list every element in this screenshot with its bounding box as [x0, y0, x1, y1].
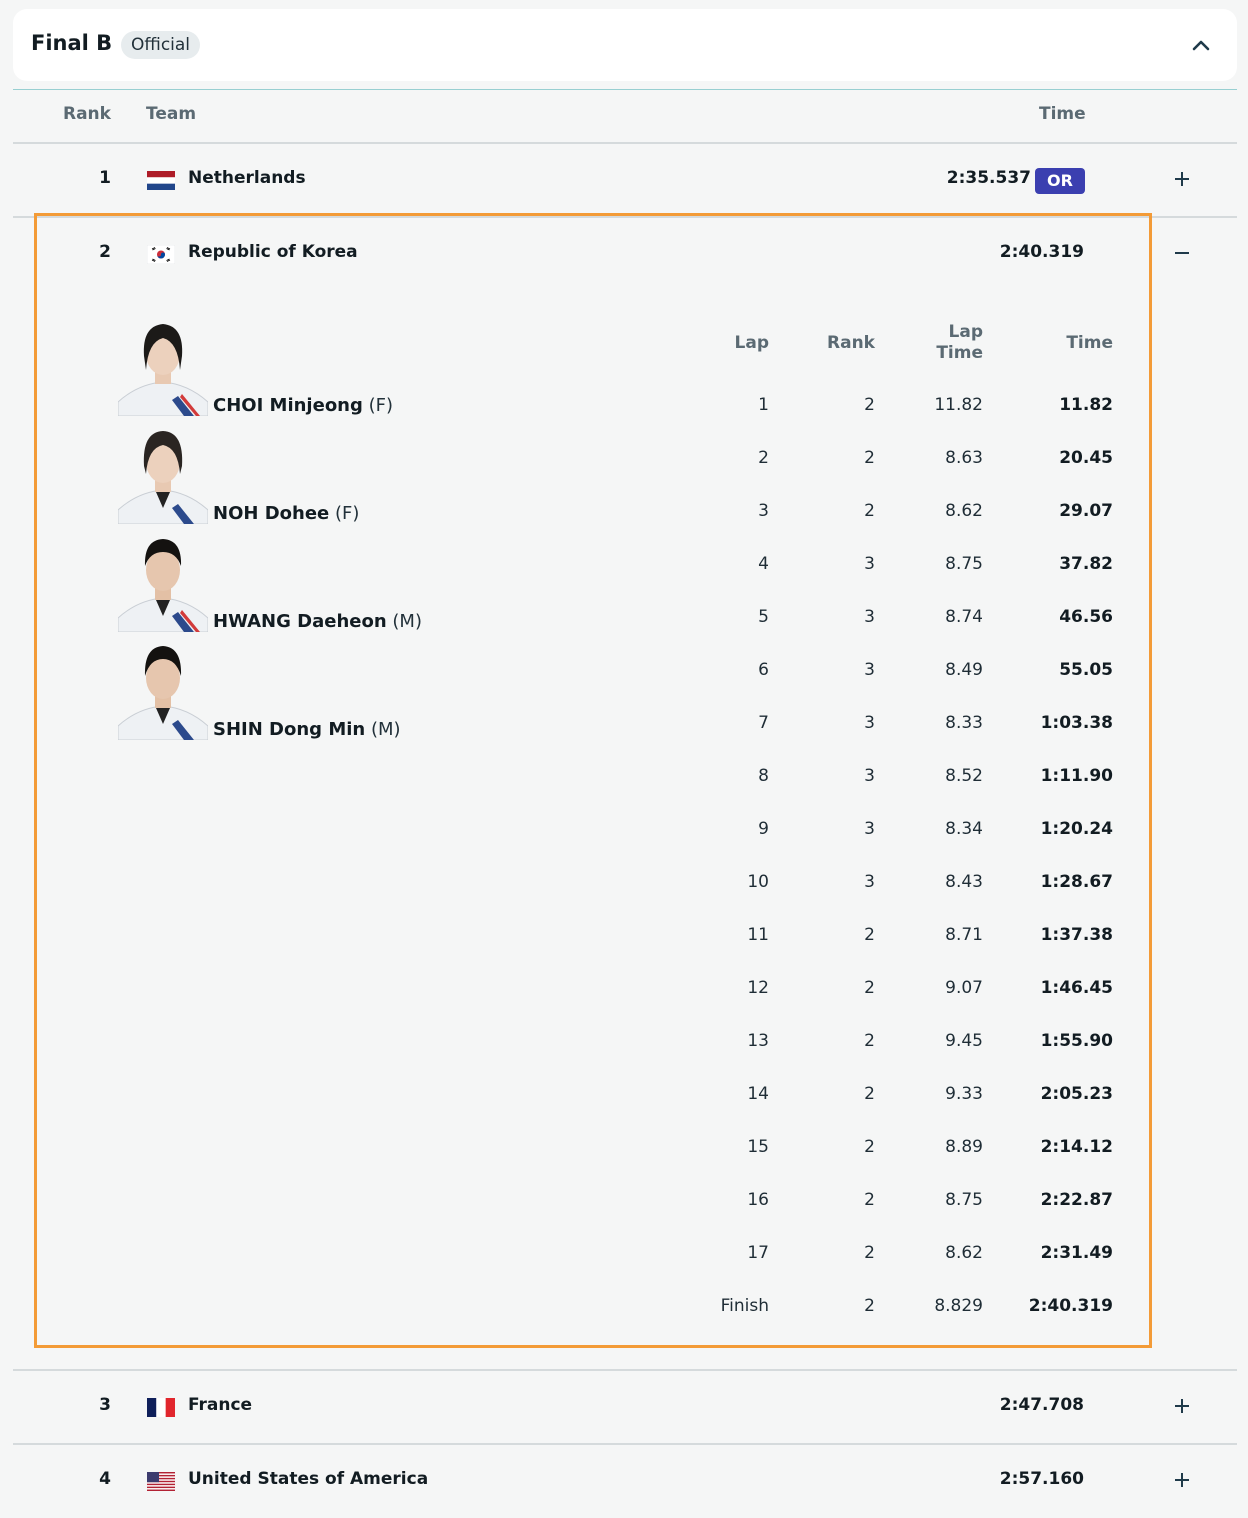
cumulative-time: 2:40.319	[1028, 1296, 1113, 1316]
lap-row	[0, 766, 1248, 796]
team-time: 2:40.319	[999, 242, 1084, 262]
lap-row	[0, 1137, 1248, 1167]
lap-number: 17	[747, 1243, 769, 1263]
lap-row	[0, 1190, 1248, 1220]
france-flag	[147, 1398, 175, 1417]
column-header-team: Team	[146, 104, 197, 124]
lap-time: 8.62	[945, 1243, 983, 1263]
lap-time: 8.43	[945, 872, 983, 892]
athlete-name: CHOI Minjeong	[213, 395, 363, 416]
team-name: Netherlands	[188, 168, 306, 188]
olympic-record-badge: OR	[1035, 168, 1085, 194]
lap-time: 9.45	[945, 1031, 983, 1051]
lap-rank: 2	[864, 395, 875, 415]
cumulative-time: 29.07	[1059, 501, 1113, 521]
lap-rank: 2	[864, 501, 875, 521]
cumulative-time: 37.82	[1059, 554, 1113, 574]
lap-time-column-header	[903, 322, 983, 364]
lap-time: 8.75	[945, 554, 983, 574]
lap-rank: 2	[864, 1084, 875, 1104]
team-rank: 4	[99, 1469, 111, 1489]
team-name: Republic of Korea	[188, 242, 358, 262]
lap-row	[0, 395, 1248, 425]
lap-rank: 3	[864, 766, 875, 786]
team-name: France	[188, 1395, 253, 1415]
lap-number: 11	[747, 925, 769, 945]
lap-number: 4	[758, 554, 769, 574]
team-row-france[interactable]	[13, 1371, 1237, 1443]
lap-rank: 2	[864, 1031, 875, 1051]
team-time: 2:57.160	[999, 1469, 1084, 1489]
athlete-name: NOH Dohee	[213, 503, 330, 524]
lap-number: 3	[758, 501, 769, 521]
column-header-time: Time	[1039, 104, 1086, 124]
lap-row	[0, 872, 1248, 902]
team-time: 2:35.537	[946, 168, 1031, 188]
lap-time-header-line: Lap	[948, 322, 983, 342]
athlete-gender: (M)	[370, 719, 401, 740]
divider	[13, 89, 1237, 90]
plus-icon[interactable]	[1171, 1395, 1193, 1417]
athlete-name: SHIN Dong Min	[213, 719, 366, 740]
lap-number: 13	[747, 1031, 769, 1051]
cumulative-time: 2:05.23	[1040, 1084, 1113, 1104]
lap-number: 10	[747, 872, 769, 892]
lap-time: 11.82	[934, 395, 983, 415]
lap-row	[0, 554, 1248, 584]
lap-row	[0, 713, 1248, 743]
lap-number: 12	[747, 978, 769, 998]
team-rank: 2	[99, 242, 111, 262]
athlete-gender: (F)	[368, 395, 394, 416]
lap-number: 14	[747, 1084, 769, 1104]
lap-row	[0, 1243, 1248, 1273]
lap-row	[0, 819, 1248, 849]
athlete-gender: (M)	[392, 611, 422, 632]
lap-time: 9.07	[945, 978, 983, 998]
team-name: United States of America	[188, 1469, 429, 1489]
lap-time: 8.33	[945, 713, 983, 733]
lap-row	[0, 501, 1248, 531]
lap-column-header: Lap	[734, 333, 769, 353]
lap-time: 8.52	[945, 766, 983, 786]
netherlands-flag	[147, 171, 175, 190]
lap-time: 8.62	[945, 501, 983, 521]
final-b-header[interactable]	[13, 9, 1237, 81]
lap-rank: 3	[864, 819, 875, 839]
team-row-korea[interactable]	[13, 218, 1237, 290]
team-row-netherlands[interactable]	[13, 144, 1237, 216]
lap-number: 1	[758, 395, 769, 415]
usa-flag	[147, 1472, 175, 1491]
lap-time: 8.74	[945, 607, 983, 627]
lap-number: 2	[758, 448, 769, 468]
team-rank: 3	[99, 1395, 111, 1415]
cumulative-time: 2:31.49	[1040, 1243, 1113, 1263]
lap-row	[0, 448, 1248, 478]
cumulative-time: 2:22.87	[1040, 1190, 1113, 1210]
cumulative-time: 1:20.24	[1040, 819, 1113, 839]
lap-rank: 2	[864, 1190, 875, 1210]
cumulative-time: 46.56	[1059, 607, 1113, 627]
lap-number: Finish	[720, 1296, 769, 1316]
cumulative-time-column-header: Time	[1066, 333, 1113, 353]
lap-time: 8.71	[945, 925, 983, 945]
lap-time-header-line: Time	[936, 343, 983, 363]
lap-time: 8.829	[934, 1296, 983, 1316]
lap-time: 8.89	[945, 1137, 983, 1157]
lap-rank-column-header: Rank	[827, 333, 875, 353]
section-title: Final B	[31, 31, 113, 55]
lap-number: 16	[747, 1190, 769, 1210]
lap-rank: 2	[864, 1243, 875, 1263]
status-badge: Official	[121, 31, 200, 59]
lap-row	[0, 660, 1248, 690]
lap-time: 9.33	[945, 1084, 983, 1104]
lap-rank: 3	[864, 607, 875, 627]
lap-rank: 3	[864, 872, 875, 892]
lap-row	[0, 1296, 1248, 1326]
team-rank: 1	[99, 168, 111, 188]
cumulative-time: 1:46.45	[1040, 978, 1113, 998]
lap-number: 7	[758, 713, 769, 733]
lap-rank: 3	[864, 713, 875, 733]
lap-time: 8.63	[945, 448, 983, 468]
team-time: 2:47.708	[999, 1395, 1084, 1415]
minus-icon[interactable]	[1171, 242, 1193, 264]
lap-time: 8.75	[945, 1190, 983, 1210]
cumulative-time: 2:14.12	[1040, 1137, 1113, 1157]
lap-row	[0, 978, 1248, 1008]
team-row-usa[interactable]	[13, 1445, 1237, 1517]
cumulative-time: 1:28.67	[1040, 872, 1113, 892]
lap-time: 8.34	[945, 819, 983, 839]
lap-rank: 2	[864, 448, 875, 468]
cumulative-time: 1:37.38	[1040, 925, 1113, 945]
lap-rank: 3	[864, 660, 875, 680]
lap-row	[0, 1031, 1248, 1061]
lap-rank: 2	[864, 1296, 875, 1316]
lap-rank: 3	[864, 554, 875, 574]
lap-row	[0, 1084, 1248, 1114]
cumulative-time: 1:11.90	[1040, 766, 1113, 786]
lap-rank: 2	[864, 925, 875, 945]
lap-number: 6	[758, 660, 769, 680]
athlete-gender: (F)	[334, 503, 360, 524]
plus-icon[interactable]	[1171, 1469, 1193, 1491]
cumulative-time: 55.05	[1059, 660, 1113, 680]
lap-row	[0, 925, 1248, 955]
korea-flag	[147, 245, 175, 264]
column-header-rank: Rank	[63, 104, 111, 124]
lap-time: 8.49	[945, 660, 983, 680]
cumulative-time: 1:03.38	[1040, 713, 1113, 733]
lap-rank: 2	[864, 978, 875, 998]
lap-number: 8	[758, 766, 769, 786]
cumulative-time: 20.45	[1059, 448, 1113, 468]
chevron-up-icon[interactable]	[1187, 31, 1215, 59]
lap-number: 15	[747, 1137, 769, 1157]
lap-number: 9	[758, 819, 769, 839]
lap-row	[0, 607, 1248, 637]
cumulative-time: 1:55.90	[1040, 1031, 1113, 1051]
lap-number: 5	[758, 607, 769, 627]
cumulative-time: 11.82	[1059, 395, 1113, 415]
lap-rank: 2	[864, 1137, 875, 1157]
athlete-name: HWANG Daeheon	[213, 611, 387, 632]
plus-icon[interactable]	[1171, 168, 1193, 190]
